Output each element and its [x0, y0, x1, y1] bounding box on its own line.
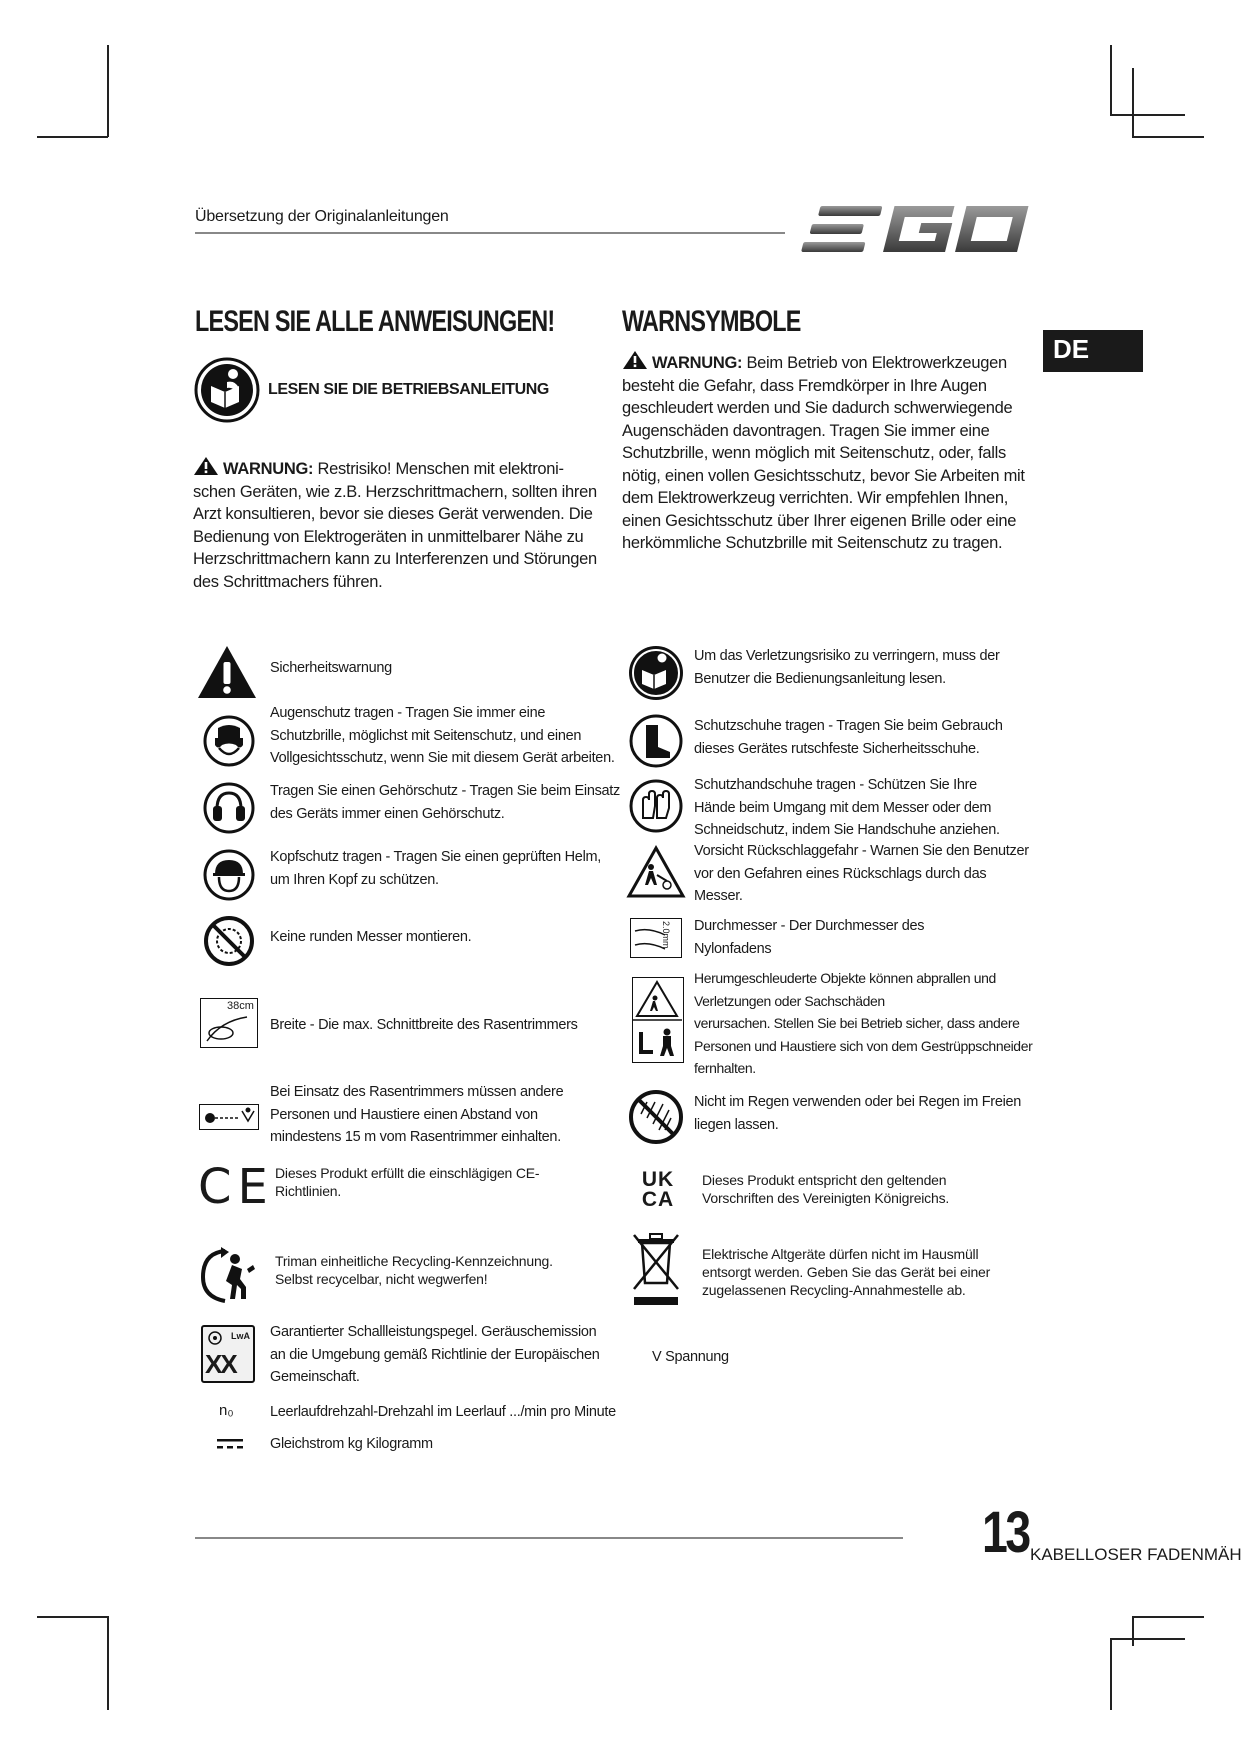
warning-line: besteht die Gefahr, dass Fremdkörper in Ihre Augen — [622, 376, 987, 395]
no-round-blades-icon — [202, 914, 256, 968]
symbol-line: Garantierter Schallleistungspegel. Geräuschemission — [270, 1324, 597, 1340]
symbol-description — [694, 840, 1029, 908]
crop-mark — [1110, 1638, 1185, 1640]
safety-alert-icon — [196, 644, 258, 700]
warning-line: Beim Betrieb von Elektrowerkzeugen — [746, 354, 1007, 372]
logo-text: EGO — [800, 200, 803, 201]
sound-power-value: XX — [205, 1349, 236, 1379]
symbol-description — [694, 715, 1003, 760]
symbol-line: Elektrische Altgeräte dürfen nicht im Hausmüll — [702, 1246, 979, 1262]
symbol-description — [270, 780, 620, 825]
eye-protection-icon — [202, 714, 256, 768]
read-manual-icon — [193, 356, 261, 424]
footer-rule — [195, 1537, 903, 1539]
symbol-line: liegen lassen. — [694, 1116, 779, 1133]
sound-power-icon — [201, 1325, 255, 1383]
symbol-description — [270, 1081, 563, 1149]
warning-line: herkömmliche Schutzbrille mit Seitenschutz zu tragen. — [622, 534, 1003, 552]
crop-mark — [37, 136, 108, 138]
symbol-description — [694, 915, 924, 960]
head-protection-icon — [202, 848, 256, 902]
sound-power-unit: LwA — [231, 1331, 250, 1341]
gloves-icon — [628, 778, 684, 834]
symbol-description — [702, 1245, 990, 1299]
symbol-line: verursachen. Stellen Sie bei Betrieb sicher, dass andere — [694, 1015, 1020, 1031]
read-manual-label: LESEN SIE DIE BETRIEBSANLEITUNG — [268, 381, 549, 398]
warning-line: Schutzbrille, wenn möglich mit Seitenschutz, oder, falls — [622, 444, 1006, 462]
symbol-line: Um das Verletzungsrisiko zu verringern, muss der — [694, 648, 1000, 664]
symbol-line: vor den Gefahren eines Rückschlags durch das — [694, 865, 987, 882]
crop-mark — [1132, 1616, 1134, 1646]
symbol-line: Benutzer die Bedienungsanleitung lesen. — [694, 670, 946, 687]
symbol-line: Kopfschutz tragen - Tragen Sie einen geprüften Helm, — [270, 849, 601, 865]
symbol-line: Gemeinschaft. — [270, 1369, 360, 1385]
footer-title: KABELLOSER FADENMÄH — [1030, 1545, 1242, 1564]
symbol-line: Nicht im Regen verwenden oder bei Regen im Freien — [694, 1094, 1022, 1110]
warning-line: geschleudert werden und Sie dadurch schwerwiegende — [622, 399, 1013, 417]
symbol-line: entsorgt werden. Geben Sie das Gerät bei einer — [702, 1264, 991, 1280]
cutting-width-value: 38cm — [227, 1000, 254, 1012]
symbol-line: dieses Gerätes rutschfeste Sicherheitsschuhe. — [694, 740, 980, 757]
thrown-objects-icon — [632, 977, 684, 1063]
crop-mark — [1132, 1616, 1204, 1618]
cutting-width-icon — [200, 998, 258, 1048]
crop-mark — [1110, 114, 1185, 116]
symbol-line: fernhalten. — [694, 1060, 756, 1076]
symbol-description — [694, 774, 1000, 842]
document-subtitle: Übersetzung der Originalanleitungen — [195, 208, 449, 225]
crop-mark — [1110, 45, 1112, 115]
warning-triangle-icon — [622, 350, 648, 370]
symbol-line: Dieses Produkt entspricht den geltenden — [702, 1172, 947, 1188]
symbol-line: Nylonfadens — [694, 940, 772, 957]
ce-mark-icon: CE — [198, 1159, 274, 1215]
symbol-description: Gleichstrom kg Kilogramm — [270, 1436, 433, 1452]
voltage-description: V Spannung — [652, 1349, 729, 1365]
symbol-line: Vorschriften des Vereinigten Königreichs. — [702, 1190, 950, 1206]
crop-mark — [107, 45, 109, 137]
symbol-line: des Geräts immer einen Gehörschutz. — [270, 805, 505, 822]
read-manual-icon — [626, 643, 686, 703]
symbol-line: Schneidschutz, indem Sie Handschuhe anziehen. — [694, 822, 1000, 838]
keep-distance-icon — [199, 1104, 259, 1130]
left-warning-paragraph — [193, 456, 603, 593]
kickback-icon — [627, 845, 685, 899]
crop-mark — [107, 1616, 109, 1710]
language-badge: DE — [1043, 330, 1143, 372]
warning-line: Herzschrittmachern kann zu Interferenzen und Störungen — [193, 550, 597, 568]
symbol-line: um Ihren Kopf zu schützen. — [270, 871, 439, 888]
symbol-description — [270, 1321, 599, 1389]
no-load-speed-icon: n₀ — [219, 1402, 234, 1419]
warning-line: Augenschäden davontragen. Tragen Sie immer eine — [622, 421, 990, 440]
symbol-line: zugelassenen Recycling-Annahmestelle ab. — [702, 1282, 966, 1298]
symbol-description — [694, 1091, 1021, 1136]
triman-recycling-icon — [199, 1247, 259, 1303]
symbol-line: Bei Einsatz des Rasentrimmers müssen andere — [270, 1084, 564, 1100]
symbol-line: Personen und Haustiere sich von dem Gestrüppschneider — [694, 1037, 1033, 1054]
no-rain-icon — [627, 1088, 685, 1146]
crop-mark — [1132, 68, 1134, 137]
right-heading: WARNSYMBOLE — [622, 305, 801, 338]
safety-boots-icon — [628, 713, 684, 769]
symbol-description: Breite - Die max. Schnittbreite des Rasentrimmers — [270, 1017, 578, 1033]
symbol-line: Richtlinien. — [275, 1183, 342, 1199]
left-heading: LESEN SIE ALLE ANWEISUNGEN! — [195, 305, 555, 338]
symbol-line: Schutzbrille, möglichst mit Seitenschutz, und einen — [270, 727, 582, 744]
warning-line: Bedienung von Elektrogeräten in unmittelbarer Nähe zu — [193, 527, 584, 546]
warning-label: WARNUNG: — [223, 460, 314, 478]
warning-line: einen Gesichtsschutz über Ihrer eigenen Brille oder eine — [622, 511, 1017, 530]
ear-protection-icon — [202, 781, 256, 835]
warning-label: WARNUNG: — [652, 354, 743, 372]
symbol-description — [694, 967, 1032, 1080]
warning-line: Arzt konsultieren, bevor sie dieses Gerät verwenden. Die — [193, 505, 593, 523]
symbol-line: Vorsicht Rückschlaggefahr - Warnen Sie den Benutzer — [694, 843, 1029, 859]
symbol-description — [702, 1171, 949, 1207]
symbol-description — [694, 645, 1000, 690]
warning-line: schen Geräten, wie z.B. Herzschrittmachern, sollten ihren — [193, 482, 597, 501]
symbol-line: Messer. — [694, 888, 743, 904]
header-rule — [195, 232, 785, 234]
crop-mark — [1110, 1638, 1112, 1710]
warning-line: nötig, einen vollen Gesichtsschutz, bevor Sie Arbeiten mit — [622, 466, 1025, 485]
symbol-row — [270, 657, 392, 680]
symbol-description — [270, 846, 601, 891]
symbol-line: an die Umgebung gemäß Richtlinie der Europäischen — [270, 1346, 600, 1363]
symbol-line: mindestens 15 m vom Rasentrimmer einhalten. — [270, 1129, 561, 1145]
warning-line: des Schrittmachers führen. — [193, 572, 383, 591]
warning-triangle-icon — [193, 456, 219, 476]
crop-mark — [1132, 136, 1204, 138]
symbol-line: Tragen Sie einen Gehörschutz - Tragen Sie beim Einsatz — [270, 783, 620, 799]
symbol-line: Vollgesichtsschutz, wenn Sie mit diesem Gerät arbeiten. — [270, 750, 615, 766]
symbol-description — [270, 702, 615, 770]
symbol-line: Verletzungen oder Sachschäden — [694, 992, 885, 1009]
page-number: 13 — [982, 1500, 1029, 1565]
symbol-line: Schutzschuhe tragen - Tragen Sie beim Gebrauch — [694, 718, 1003, 734]
warning-line: Restrisiko! Menschen mit elektroni- — [317, 460, 564, 478]
symbol-description — [275, 1164, 539, 1200]
warning-line: dem Elektrowerkzeug verrichten. Wir empfehlen Ihnen, — [622, 489, 1009, 507]
symbol-line: Schutzhandschuhe tragen - Schützen Sie Ihre — [694, 777, 977, 793]
line-diameter-icon — [630, 918, 682, 958]
direct-current-icon — [217, 1437, 243, 1451]
symbol-line: Durchmesser - Der Durchmesser des — [694, 918, 925, 934]
symbol-line: Dieses Produkt erfüllt die einschlägigen CE- — [275, 1165, 540, 1181]
symbol-line: Hände beim Umgang mit dem Messer oder dem — [694, 799, 992, 816]
ego-logo — [800, 200, 1030, 260]
right-warning-paragraph — [622, 350, 1042, 555]
symbol-description — [275, 1252, 553, 1288]
line-diameter-value: 2.0mm — [661, 921, 671, 949]
weee-bin-icon — [630, 1231, 682, 1309]
symbol-line: Augenschutz tragen - Tragen Sie immer eine — [270, 705, 546, 721]
crop-mark — [37, 1616, 108, 1618]
symbol-line: Personen und Haustiere einen Abstand von — [270, 1106, 538, 1123]
ukca-mark-icon: UK CA — [641, 1168, 675, 1211]
symbol-description: Leerlaufdrehzahl-Drehzahl im Leerlauf .../min pro Minute — [270, 1404, 616, 1420]
symbol-line: Selbst recycelbar, nicht wegwerfen! — [275, 1271, 488, 1287]
symbol-line: Herumgeschleuderte Objekte können abprallen und — [694, 970, 996, 986]
symbol-line: Triman einheitliche Recycling-Kennzeichnung. — [275, 1253, 553, 1269]
symbol-description: Keine runden Messer montieren. — [270, 929, 472, 945]
symbol-description: Sicherheitswarnung — [270, 660, 392, 676]
